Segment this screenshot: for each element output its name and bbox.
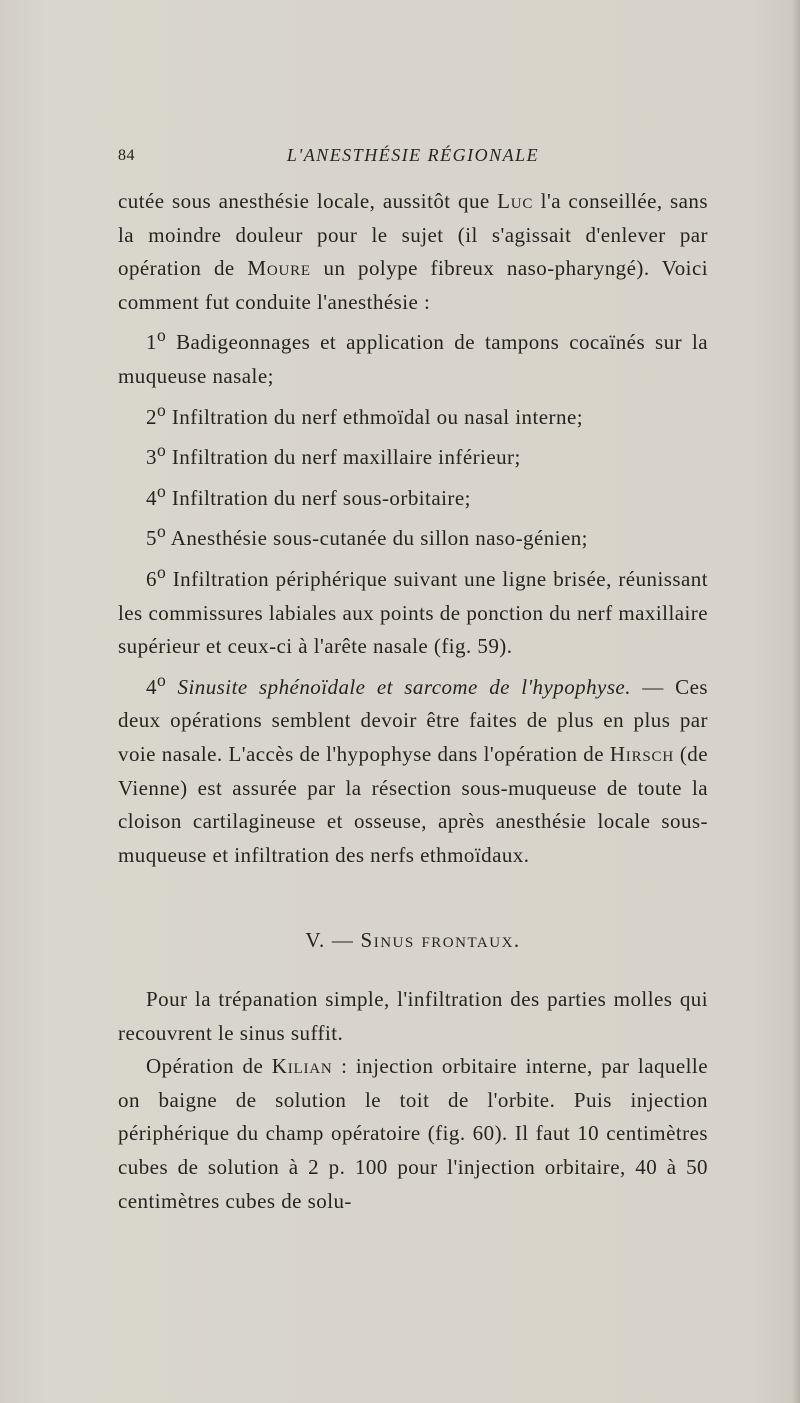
list-item: 6$^o$ Infiltration périphérique suivant une ligne brisée, réunissant les commissures labiales aux points de ponction du nerf maxillaire supérieur et ceux-ci à l'arête nasale (fig. 59). (118, 561, 708, 659)
section-title: Sinus frontaux. (360, 928, 521, 952)
subsection-title: Sinusite sphénoïdale et sarcome de l'hypophyse. (166, 674, 631, 699)
page-edge-shadow (792, 0, 800, 1403)
running-title: L'ANESTHÉSIE RÉGIONALE (286, 145, 540, 165)
list-item: 2$^o$ Infiltration du nerf ethmoïdal ou nasal interne; (146, 399, 584, 429)
section-numeral: V. (305, 928, 326, 952)
author-name-kilian: Kilian (271, 1054, 333, 1079)
paragraph-intro: cutée sous anesthésie locale, aussitôt que Luc l'a conseillée, sans la moindre douleur pour le sujet (il s'agissait d'enlever par opération de Moure un polype fibreux naso-pharyngé). Voici comment fut conduite l'anesthésie : (118, 189, 708, 314)
author-name-moure: Moure (247, 256, 311, 281)
author-name-hirsch: Hirsch (609, 741, 674, 766)
list-item: 3$^o$ Infiltration du nerf maxillaire inférieur; (146, 440, 521, 470)
list-item: 1$^o$ Badigeonnages et application de tampons cocaïnés sur la muqueuse nasale; (118, 325, 708, 388)
page-header (118, 143, 708, 173)
section-heading: V. — Sinus frontaux. (305, 928, 521, 952)
main-text-top (118, 185, 708, 872)
paragraph-sinusite: 4$^o$ Sinusite sphénoïdale et sarcome de l'hypophyse. — Ces deux opérations semblent devoir être faites de plus en plus par voie nasale. L'accès de l'hypophyse dans l'opération de Hirsch (de Vienne) est assurée par la résection sous-muqueuse de toute la cloison cartilagineuse et osseuse, après anesthésie locale sous-muqueuse et infiltration des nerfs ethmoïdaux. (118, 669, 709, 867)
list-item: 5$^o$ Anesthésie sous-cutanée du sillon naso-génien; (146, 521, 588, 551)
page-number: 84 (118, 147, 135, 164)
author-name-luc: Luc (497, 189, 534, 213)
main-text-bottom (118, 983, 708, 1218)
paragraph-trepanation: Pour la trépanation simple, l'infiltration des parties molles qui recouvrent le sinus suffit. (118, 987, 708, 1045)
list-item: 4$^o$ Infiltration du nerf sous-orbitaire; (146, 480, 471, 510)
paragraph-kilian: Opération de Kilian : injection orbitaire interne, par laquelle on baigne de solution le toit de l'orbite. Puis injection périphérique du champ opératoire (fig. 60). Il faut 10 centimètres cubes de solution à 2 p. 100 pour l'injection orbitaire, 40 à 50 centimètres cubes de solu- (118, 1054, 708, 1213)
